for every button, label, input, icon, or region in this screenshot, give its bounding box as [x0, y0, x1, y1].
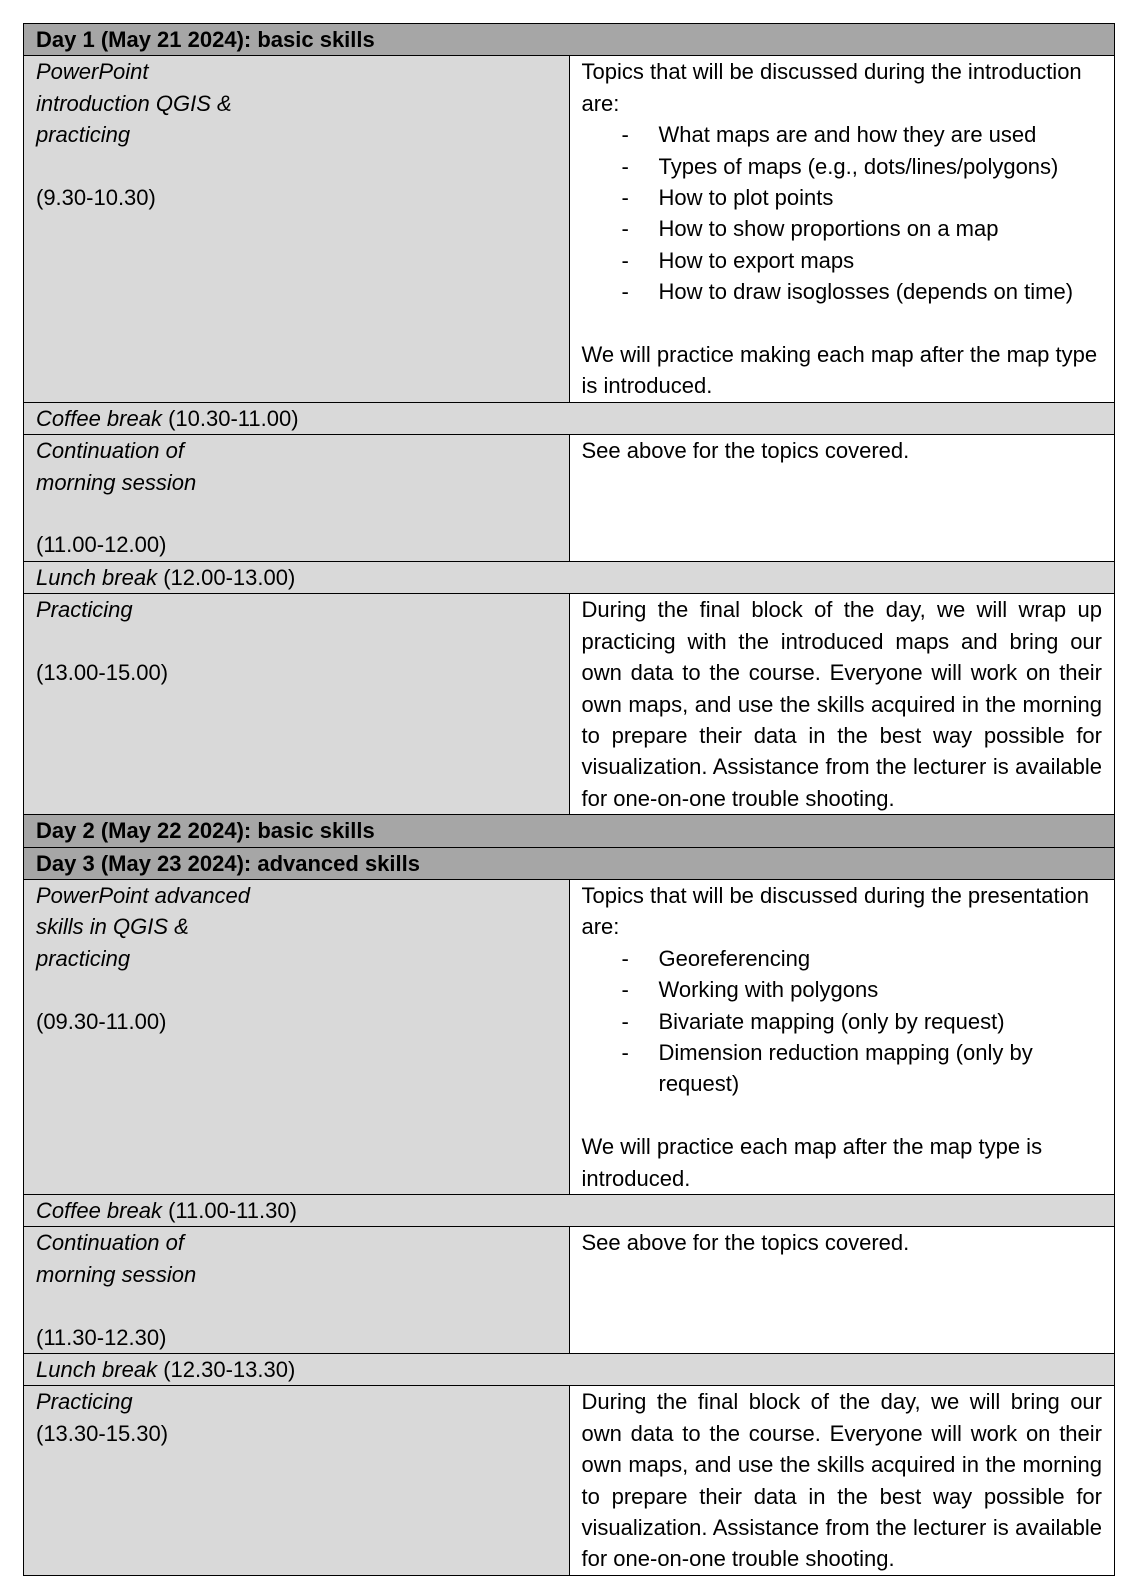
break-label: Lunch break — [36, 564, 158, 590]
list-item: - How to draw isoglosses (depends on time) — [582, 276, 1103, 307]
list-item: - What maps are and how they are used — [582, 119, 1103, 150]
list-item: - Georeferencing — [582, 943, 1103, 974]
practice-note: We will practice each map after the map type is introduced. — [581, 1134, 1043, 1191]
session-title-cell — [24, 594, 570, 815]
break-label: Coffee break — [36, 405, 162, 431]
session-time: (9.30-10.30) — [36, 185, 156, 211]
break-row — [24, 402, 1115, 434]
session-time: (09.30-11.00) — [36, 1008, 167, 1034]
session-title-cell — [24, 435, 570, 562]
day1-heading: Day 1 (May 21 2024): basic skills — [24, 24, 1115, 56]
break-time: (12.00-13.00) — [157, 564, 296, 590]
list-item: - Dimension reduction mapping (only by request) — [582, 1037, 1103, 1100]
session-row — [24, 435, 1115, 562]
coffee-break — [24, 402, 1115, 434]
session-time: (13.30-15.30) — [36, 1420, 169, 1446]
session-time: (11.00-12.00) — [36, 532, 167, 558]
session-content-cell — [569, 1227, 1115, 1354]
session-title-line: practicing — [36, 945, 131, 971]
session-content-cell — [569, 1386, 1115, 1575]
session-row — [24, 1227, 1115, 1354]
session-title-cell — [24, 879, 570, 1194]
coffee-break — [24, 1194, 1115, 1226]
session-title-line: skills in QGIS & — [36, 914, 189, 940]
session-row — [24, 56, 1115, 402]
session-title-line: morning session — [36, 469, 197, 495]
session-title — [36, 56, 557, 150]
schedule-table — [23, 23, 1115, 1576]
list-item: - How to export maps — [582, 245, 1103, 276]
session-title-line: PowerPoint — [36, 59, 149, 85]
list-item: - How to show proportions on a map — [582, 213, 1103, 244]
break-row — [24, 1194, 1115, 1226]
topics-intro: Topics that will be discussed during the presentation are: — [581, 882, 1090, 940]
session-time: (13.00-15.00) — [36, 660, 169, 686]
lunch-break — [24, 1354, 1115, 1386]
day3-heading: Day 3 (May 23 2024): advanced skills — [24, 847, 1115, 879]
session-title — [36, 880, 557, 974]
session-title — [36, 435, 557, 498]
session-text: During the final block of the day, we will wrap up practicing with the introduced maps and bring our own data to the course. Everyone will work on their own maps, and use the skills acquired in the morning to prepare their data in the best way possible for visualization. Assistance from the lecturer is available for one-on-one trouble shooting. — [581, 597, 1102, 811]
list-item: - Types of maps (e.g., dots/lines/polygons) — [582, 151, 1103, 182]
day-header-row — [24, 815, 1115, 847]
session-title-cell — [24, 56, 570, 402]
session-text: During the final block of the day, we will bring our own data to the course. Everyone will work on their own maps, and use the skills acquired in the morning to prepare their data in the best way possible for visualization. Assistance from the lecturer is available for one-on-one trouble shooting. — [581, 1389, 1102, 1572]
session-row — [24, 879, 1115, 1194]
session-title-cell — [24, 1386, 570, 1575]
session-content-cell — [569, 879, 1115, 1194]
session-text: See above for the topics covered. — [581, 1230, 910, 1256]
list-item: - Bivariate mapping (only by request) — [582, 1006, 1103, 1037]
lunch-break — [24, 561, 1115, 593]
session-title — [36, 1227, 557, 1290]
day-header-row — [24, 847, 1115, 879]
session-title-line: introduction QGIS & — [36, 90, 232, 116]
break-row — [24, 1354, 1115, 1386]
break-time: (10.30-11.00) — [161, 405, 299, 431]
session-title: Practicing — [36, 1389, 133, 1415]
list-item: - How to plot points — [582, 182, 1103, 213]
list-item: - Working with polygons — [582, 974, 1103, 1005]
session-title-line: practicing — [36, 122, 131, 148]
day-header-row — [24, 24, 1115, 56]
session-title-line: morning session — [36, 1261, 197, 1287]
break-time: (11.00-11.30) — [161, 1197, 297, 1223]
day2-heading: Day 2 (May 22 2024): basic skills — [24, 815, 1115, 847]
session-title: Practicing — [36, 597, 133, 623]
session-content-cell — [569, 435, 1115, 562]
topics-intro: Topics that will be discussed during the introduction are: — [581, 59, 1082, 116]
topics-list — [582, 119, 1103, 307]
session-title-cell — [24, 1227, 570, 1354]
session-content-cell — [569, 56, 1115, 402]
break-time: (12.30-13.30) — [157, 1357, 296, 1382]
session-row — [24, 1386, 1115, 1575]
session-row — [24, 594, 1115, 815]
session-title-line: PowerPoint advanced — [36, 882, 251, 908]
break-label: Lunch break — [36, 1357, 158, 1382]
topics-list — [582, 943, 1103, 1100]
session-time: (11.30-12.30) — [36, 1324, 167, 1350]
practice-note: We will practice making each map after the map type is introduced. — [581, 342, 1098, 399]
break-label: Coffee break — [36, 1197, 162, 1223]
session-content-cell — [569, 594, 1115, 815]
session-title-line: Continuation of — [36, 1230, 184, 1256]
session-title-line: Continuation of — [36, 438, 184, 464]
break-row — [24, 561, 1115, 593]
session-text: See above for the topics covered. — [581, 438, 910, 464]
